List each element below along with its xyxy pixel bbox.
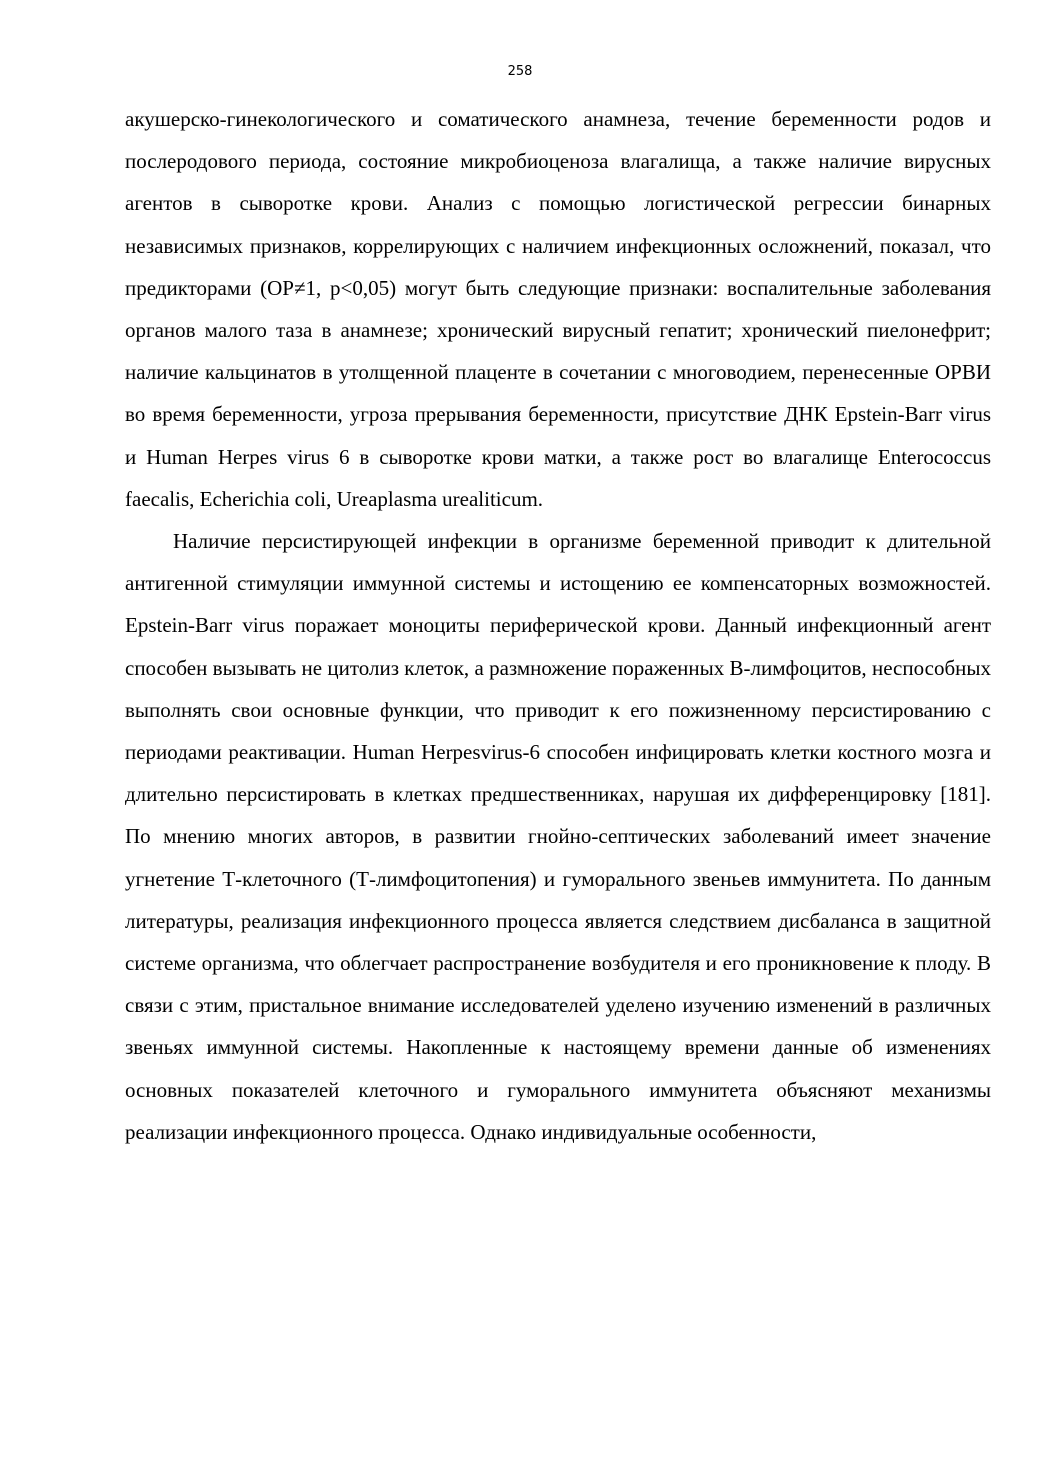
page-number: 258 <box>507 64 533 79</box>
paragraph-anamnesis-predictors: акушерско-гинекологического и соматического анамнеза, течение беременности родов и послеродового периода, состояние микробиоценоза влагалища, а также наличие вирусных агентов в сыворотке крови. Анализ с помощью логистической регрессии бинарных независимых признаков, коррелирующих с наличием инфекционных осложнений, показал, что предикторами (ОР≠1, р<0,05) могут быть следующие признаки: воспалительные заболевания органов малого таза в анамнезе; хронический вирусный гепатит; хронический пиелонефрит; наличие кальцинатов в утолщенной плаценте в сочетании с многоводием, перенесенные ОРВИ во время беременности, угроза прерывания беременности, присутствие ДНК Epstein-Barr virus и Human Herpes virus 6 в сыворотке крови матки, а также рост во влагалище Enterococcus faecalis, Echerichia coli, Ureaplasma urealiticum. <box>125 107 991 511</box>
paragraph-persistent-infection: Наличие персистирующей инфекции в организме беременной приводит к длительной антигенной стимуляции иммунной системы и истощению ее компенсаторных возможностей. Epstein-Barr virus поражает моноциты периферической крови. Данный инфекционный агент способен вызывать не цитолиз клеток, а размножение пораженных В-лимфоцитов, неспособных выполнять свои основные функции, что приводит к его пожизненному персистированию с периодами реактивации. Human Herpesvirus-6 способен инфицировать клетки костного мозга и длительно персистировать в клетках предшественниках, нарушая их дифференцировку [181]. По мнению многих авторов, в развитии гнойно-септических заболеваний имеет значение угнетение Т-клеточного (Т-лимфоцитопения) и гуморального звеньев иммунитета. По данным литературы, реализация инфекционного процесса является следствием дисбаланса в защитной системе организма, что облегчает распространение возбудителя и его проникновение к плоду. В связи с этим, пристальное внимание исследователей уделено изучению изменений в различных звеньях иммунной системы. Накопленные к настоящему времени данные об изменениях основных показателей клеточного и гуморального иммунитета объясняют механизмы реализации инфекционного процесса. Однако индивидуальные особенности, <box>125 529 991 1144</box>
document-body <box>125 98 991 1153</box>
